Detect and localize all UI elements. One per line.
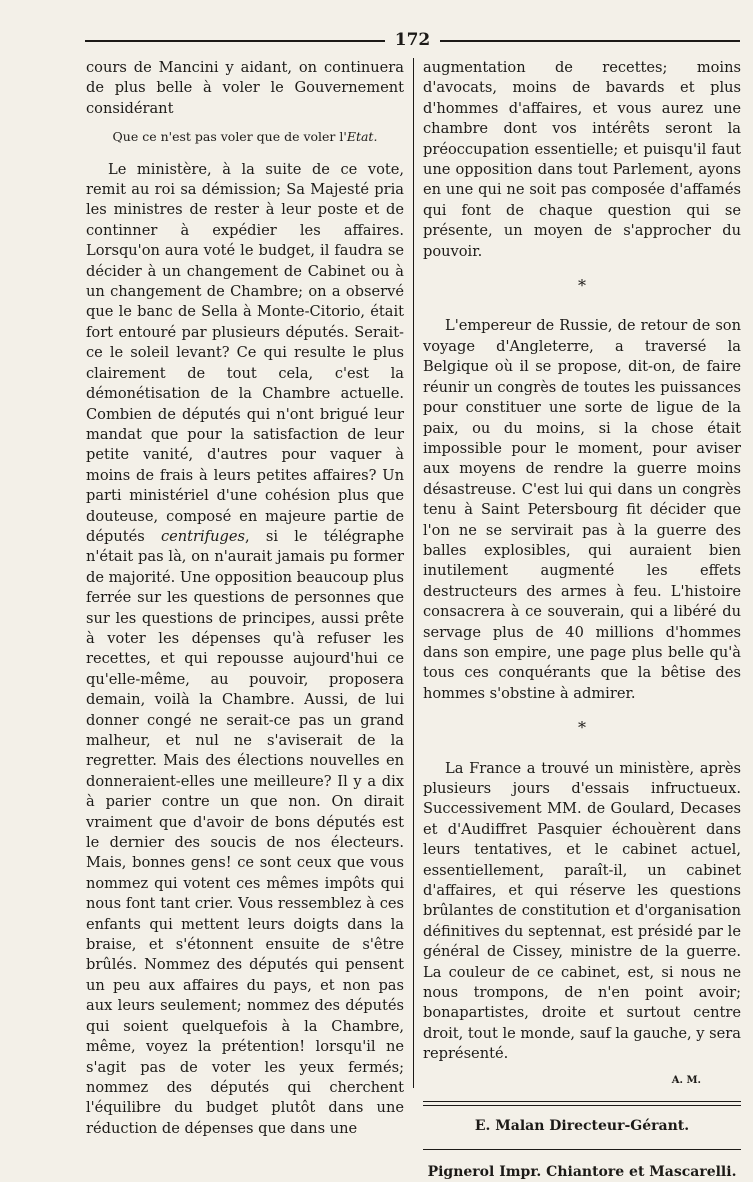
ministere-text-a: Le ministère, à la suite de ce vote, remit au roi sa démission; Sa Majesté pria les ministres de rester à leur poste et de continner à expédier les affaires. Lorsqu'on aura voté le budget, il faudra se décider à un changement de Cabinet ou à un changement de Chambre; on a observé que le banc de Sella à Monte-Citorio, était fort entouré par plusieurs députés. Serait-ce le soleil levant? Ce qui resulte le plus clairement de tout cela, c'est la démonétisation de la Chambre actuelle. Combien de députés qui n'ont brigué leur mandat que pour la satisfaction de leur petite vanité, d'autres pour vaquer à moins de frais à leurs petites affaires? Un parti ministériel d'une cohésion plus que douteuse, composé en majeure partie de députés [86, 160, 404, 545]
header-rule-right [440, 40, 740, 42]
page-header [85, 30, 740, 52]
continuation-paragraph: augmentation de recettes; moins d'avocats, moins de bavards et plus d'hommes d'affaires, et vous aurez une chambre dont vos intérêts seront la préoccupation essentielle; et puisqu'il faut une opposition dans tout Parlement, ayons en une qui ne soit pas composée d'affamés qui font de chaque question qui se présente, un moyen de s'approcher du pouvoir. [423, 59, 741, 260]
quote-text: Que ce n'est pas voler que de voler l' [112, 129, 347, 145]
ministere-text-b: , si le télégraphe n'était pas là, on n'aurait jamais pu former de majorité. Une opposition beaucoup plus ferrée sur les questions de personnes que sur les questions de principes, aussi prête à voter les dépenses qu'à refuser les recettes, et qui repousse aujourd'hui ce qu'elle-même, au pouvoir, proposera demain, voilà la Chambre. Aussi, de lui donner congé ne serait-ce pas un grand malheur, et nul ne s'aviserait de la regretter. Mais des élections nouvelles en donneraient-elles une meilleure? Il y a dix à parier contre un que non. On dirait vraiment que d'avoir de bons députés est le dernier des soucis de nos électeurs. Mais, bonnes gens! ce sont ceux que vous nommez qui votent ces mêmes impôts qui nous font tant crier. Vous ressemblez à ces enfants qui mettent leurs doigts dans la braise, et s'étonnent ensuite de s'être brûlés. Nommez des députés qui pensent un peu aux affaires du pays, et non pas aux leurs seulement; nommez des députés qui soient quelquefois à la Chambre, même, voyez la prétention! lorsqu'il ne s'agit pas de voter les yeux fermés; nommez des députés qui cherchent l'équilibre du budget plutôt dans une réduction de dépenses que dans une [86, 527, 405, 1137]
footer-rule [423, 1101, 741, 1106]
ministere-paragraph [86, 160, 404, 1140]
director-line: E. Malan Directeur-Gérant. [474, 1118, 690, 1135]
ministere-italic: centrifuges [160, 527, 245, 545]
quote-italic: Etat. [346, 129, 378, 145]
russie-paragraph: L'empereur de Russie, de retour de son voyage d'Angleterre, a traversé la Belgique où il se propose, dit-on, de faire réunir un congrès de toutes les puissances pour constituer une sorte de ligue de la paix, ou du moins, si la chose était impossible pour le moment, pour aviser aux moyens de rendre la guerre moins désastreuse. C'est lui qui dans un congrès tenu à Saint Petersbourg fit décider que l'on ne se servirait pas à la guerre des balles explosibles, qui auraient bien inutilement augmenté les effets destructeurs des armes à feu. L'histoire consacrera à ce souverain, qui a libéré du servage plus de 40 millions d'hommes dans son empire, une page plus belle qu'à tous ces conquérants que la bêtise des hommes s'obstine à admirer. [423, 317, 741, 702]
header-rule-left [85, 40, 385, 42]
printer-line: Pignerol Impr. Chiantore et Mascarelli. [427, 1163, 737, 1180]
quote-line [86, 127, 404, 147]
footer-rule-2 [423, 1149, 741, 1152]
column-divider [413, 58, 414, 1088]
section-star-1: * [578, 276, 586, 296]
section-star-2: * [578, 718, 586, 738]
right-column [423, 58, 741, 1182]
intro-paragraph: cours de Mancini y aidant, on continuera de plus belle à voler le Gouvernement considérant [86, 59, 404, 117]
signature: A. M. [671, 1074, 701, 1086]
page-number: 172 [394, 30, 431, 50]
france-paragraph: La France a trouvé un ministère, après plusieurs jours d'essais infructueux. Successivement MM. de Goulard, Decases et d'Audiffret Pasquier échouèrent dans leurs tentatives, et le cabinet actuel, essentiellement, paraît-il, un cabinet d'affaires, et qui réserve les questions brûlantes de constitution et d'organisation définitives du septennat, est présidé par le général de Cissey, ministre de la guerre. La couleur de ce cabinet, est, si nous ne nous trompons, de n'en point avoir; bonapartistes, droite et surtout centre droit, tout le monde, sauf la gauche, y sera représenté. [423, 759, 741, 1063]
left-column [86, 58, 404, 1139]
